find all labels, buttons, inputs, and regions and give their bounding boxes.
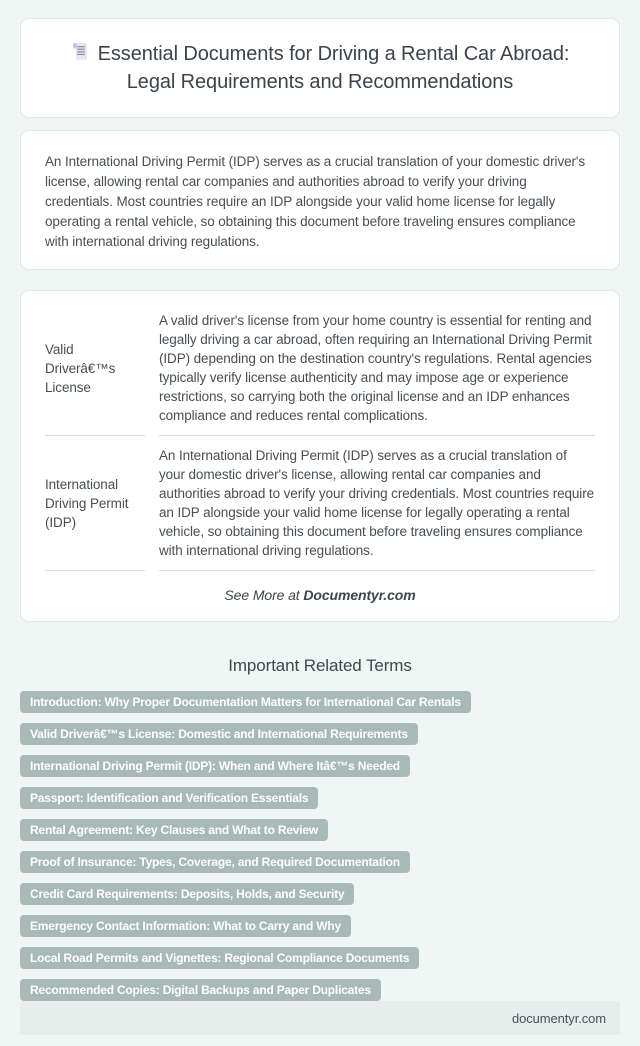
related-terms-heading: Important Related Terms: [228, 656, 412, 675]
glossary-table: [31, 301, 609, 571]
glossary-definition: A valid driver's license from your home country is essential for renting and legally driving a car abroad, often requiring an International Driving Permit (IDP) depending on the destination country's regulations. Rental agencies typically verify license authenticity and may impose age or experience restrictions, so carrying both the original license and an IDP enhances compliance and reduces rental complications.: [159, 301, 595, 436]
see-more-brand: Documentyr.com: [303, 587, 416, 603]
related-term-tag[interactable]: Passport: Identification and Verification Essentials: [20, 787, 318, 809]
related-term-tag[interactable]: Valid Driverâ€™s License: Domestic and International Requirements: [20, 723, 418, 745]
glossary-term: Valid Driverâ€™s License: [45, 301, 145, 436]
header-card: [20, 18, 620, 118]
related-terms-list: [20, 691, 620, 1001]
related-term-tag[interactable]: Introduction: Why Proper Documentation Matters for International Car Rentals: [20, 691, 471, 713]
page-title: [47, 40, 593, 96]
page-title-text: Essential Documents for Driving a Rental Car Abroad: Legal Requirements and Recommendations: [97, 43, 570, 93]
see-more-line: [31, 587, 609, 603]
related-term-tag[interactable]: Recommended Copies: Digital Backups and Paper Duplicates: [20, 979, 381, 1001]
footer-bar: [20, 1001, 620, 1035]
glossary-term: International Driving Permit (IDP): [45, 436, 145, 571]
related-term-tag[interactable]: Credit Card Requirements: Deposits, Holds, and Security: [20, 883, 354, 905]
related-term-tag[interactable]: Proof of Insurance: Types, Coverage, and Required Documentation: [20, 851, 410, 873]
related-term-tag[interactable]: Local Road Permits and Vignettes: Regional Compliance Documents: [20, 947, 419, 969]
glossary-row: [45, 436, 595, 571]
footer-site-name: documentyr.com: [512, 1010, 606, 1026]
glossary-definition: An International Driving Permit (IDP) serves as a crucial translation of your domestic driver's license, allowing rental car companies and authorities abroad to verify your driving credentials. Most countries require an IDP alongside your valid home license for legally operating a rental vehicle, so obtaining this document before traveling ensures compliance with international driving regulations.: [159, 436, 595, 571]
glossary-row: [45, 301, 595, 436]
glossary-card: [20, 290, 620, 622]
related-term-tag[interactable]: Rental Agreement: Key Clauses and What to Review: [20, 819, 328, 841]
receipt-icon: [71, 42, 88, 61]
related-term-tag[interactable]: International Driving Permit (IDP): When and Where Itâ€™s Needed: [20, 755, 410, 777]
intro-paragraph: An International Driving Permit (IDP) serves as a crucial translation of your domestic driver's license, allowing rental car companies and authorities abroad to verify your driving credentials. Most countries require an IDP alongside your valid home license for legally operating a rental vehicle, so obtaining this document before traveling ensures compliance with international driving regulations.: [45, 154, 586, 249]
related-term-tag[interactable]: Emergency Contact Information: What to Carry and Why: [20, 915, 351, 937]
intro-card: [20, 130, 620, 270]
see-more-prefix: See More at: [224, 587, 304, 603]
